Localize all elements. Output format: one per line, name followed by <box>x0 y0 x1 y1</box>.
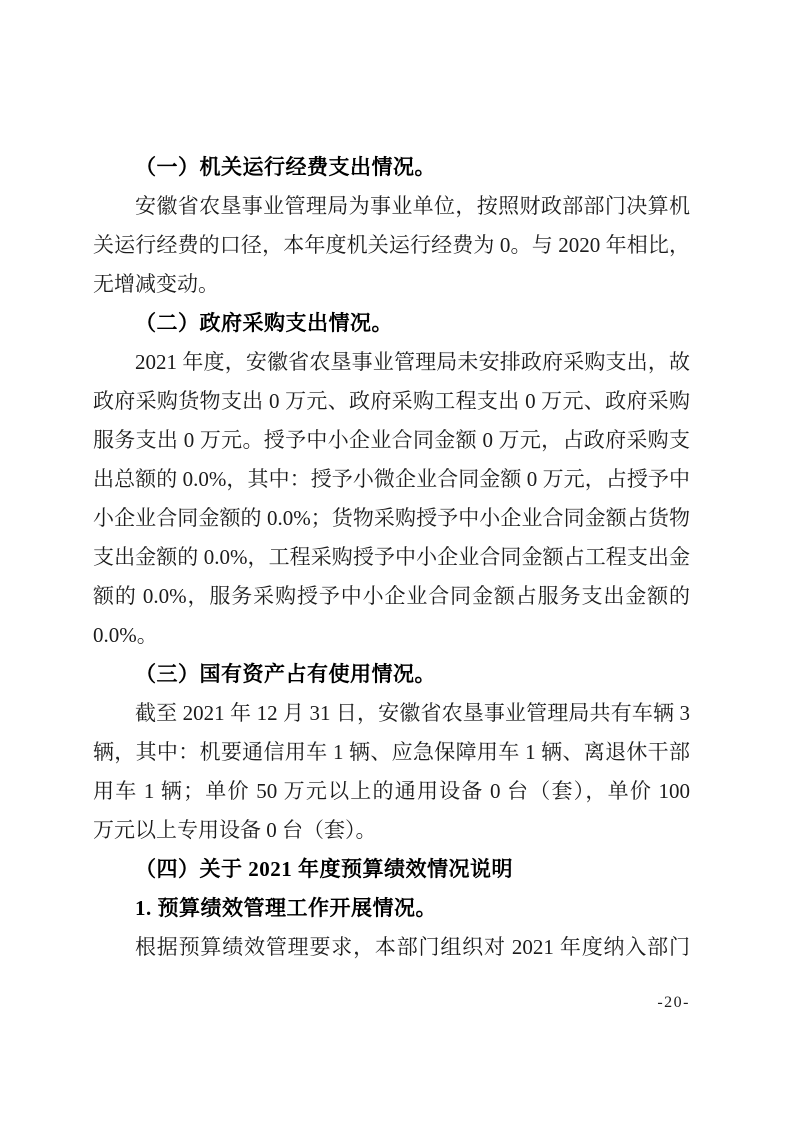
body-line: 用车 1 辆；单价 50 万元以上的通用设备 0 台（套），单价 100 <box>93 779 690 803</box>
body-line: 截至 2021 年 12 月 31 日，安徽省农垦事业管理局共有车辆 3 <box>135 701 690 725</box>
body-line: 2021 年度，安徽省农垦事业管理局未安排政府采购支出，故 <box>135 350 690 374</box>
body-line: 万元以上专用设备 0 台（套）。 <box>93 818 377 842</box>
section-4-subheading: 1. 预算绩效管理工作开展情况。 <box>135 896 437 920</box>
body-line: 无增减变动。 <box>93 272 219 296</box>
body-line: 安徽省农垦事业管理局为事业单位，按照财政部部门决算机 <box>135 194 690 218</box>
body-line: 辆，其中：机要通信用车 1 辆、应急保障用车 1 辆、离退休干部 <box>93 740 690 764</box>
section-2-heading: （二）政府采购支出情况。 <box>135 311 393 335</box>
section-3-heading: （三）国有资产占有使用情况。 <box>135 662 436 686</box>
body-line: 出总额的 0.0%，其中：授予小微企业合同金额 0 万元，占授予中 <box>93 467 690 491</box>
body-line: 关运行经费的口径，本年度机关运行经费为 0。与 2020 年相比， <box>93 233 690 257</box>
body-line: 服务支出 0 万元。授予中小企业合同金额 0 万元，占政府采购支 <box>93 428 690 452</box>
section-1-heading: （一）机关运行经费支出情况。 <box>135 155 436 179</box>
document-content <box>93 148 690 967</box>
body-line: 小企业合同金额的 0.0%；货物采购授予中小企业合同金额占货物 <box>93 506 690 530</box>
page-number: -20- <box>657 994 690 1011</box>
body-line: 额的 0.0%，服务采购授予中小企业合同金额占服务支出金额的 <box>93 584 690 608</box>
body-line: 政府采购货物支出 0 万元、政府采购工程支出 0 万元、政府采购 <box>93 389 690 413</box>
body-line: 根据预算绩效管理要求，本部门组织对 2021 年度纳入部门 <box>135 935 690 959</box>
body-line: 支出金额的 0.0%，工程采购授予中小企业合同金额占工程支出金 <box>93 545 690 569</box>
section-4-heading: （四）关于 2021 年度预算绩效情况说明 <box>135 857 513 881</box>
body-line: 0.0%。 <box>93 623 158 647</box>
